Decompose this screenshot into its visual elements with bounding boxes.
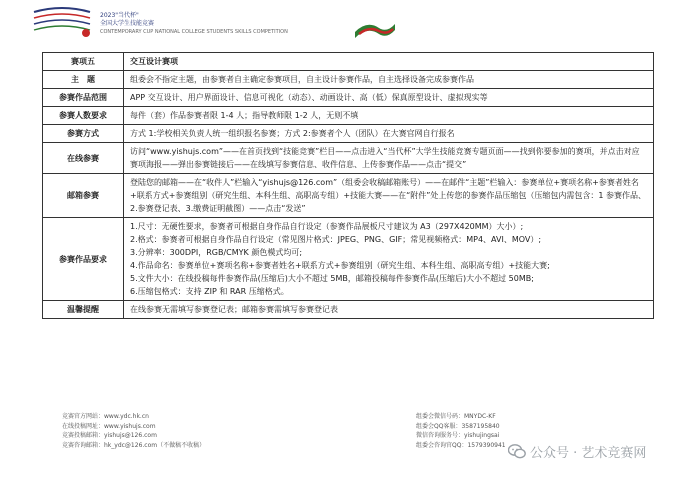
table-row [43, 174, 654, 218]
row-label: 赛项五 [43, 53, 124, 71]
value-line: 交互设计赛项 [130, 57, 178, 66]
footer-line: 竞赛官方网站：www.ydc.hk.cn [62, 413, 149, 420]
value-line: 方式 1:学校相关负责人统一组织报名参赛；方式 2:参赛者个人（团队）在大赛官网自行报名 [130, 129, 455, 138]
footer-contacts-left [62, 412, 205, 450]
row-value [124, 71, 654, 89]
table-row [43, 143, 654, 174]
row-value [124, 218, 654, 301]
logo-english: CONTEMPORARY CUP NATIONAL COLLEGE STUDENTS SKILLS COMPETITION [100, 29, 288, 35]
row-label: 参赛方式 [43, 125, 124, 143]
value-line: APP 交互设计、用户界面设计、信息可视化（动态）、动画设计、高（低）保真原型设计、虚拟现实等 [130, 93, 488, 102]
table-row [43, 53, 654, 71]
table-row [43, 125, 654, 143]
row-label: 在线参赛 [43, 143, 124, 174]
value-line: 3.分辨率：300DPI，RGB/CMYK 颜色模式均可; [130, 248, 303, 257]
row-label: 参赛人数要求 [43, 107, 124, 125]
footer-line: 组委会咨询官QQ：1579390941 [416, 441, 506, 449]
table-row [43, 107, 654, 125]
row-label: 参赛作品范围 [43, 89, 124, 107]
row-value [124, 89, 654, 107]
row-label: 参赛作品要求 [43, 218, 124, 301]
row-label: 邮箱参赛 [43, 174, 124, 218]
value-line: 2.格式：参赛者可根据自身作品自行设定（常见图片格式：JPEG、PNG、GIF；常见视频格式：MP4、AVI、MOV）; [130, 235, 542, 244]
row-value [124, 107, 654, 125]
competition-logo [30, 6, 288, 40]
row-label: 温馨提醒 [43, 301, 124, 319]
wechat-icon [508, 444, 526, 459]
row-label: 主 题 [43, 71, 124, 89]
row-value [124, 174, 654, 218]
footer-line: 组委会微信号码：MNYDC-KF [416, 413, 496, 420]
value-line: 组委会不指定主题，由参赛者自主确定参赛项目，自主设计参赛作品，自主选择设备完成参赛作品 [130, 75, 474, 84]
value-line: 1.尺寸：无硬性要求，参赛者可根据自身作品自行设定（参赛作品展板尺寸建议为 A3（297X420MM）大小）; [130, 222, 524, 231]
watermark-text: 公众号 · 艺术竞赛网 [530, 445, 647, 461]
row-value [124, 143, 654, 174]
footer-line: 竞赛咨询邮箱：hk_ydc@126.com（不做稿不收稿） [62, 441, 206, 449]
footer-line: 竞赛投稿邮箱：yishujs@126.com [62, 432, 157, 439]
footer-line: 微信咨询服务号：yishujingsai [416, 432, 500, 439]
table-row [43, 71, 654, 89]
table-row [43, 218, 654, 301]
footer-line: 组委会QQ客服：3587195840 [416, 422, 500, 430]
value-line: 在线参赛无需填写参赛登记表；邮箱参赛需填写参赛登记表 [130, 305, 338, 314]
value-line: 4.作品命名：参赛单位+赛项名称+参赛者姓名+联系方式+参赛组别（研究生组、本科生组、高职高专组）+技能大赛; [130, 261, 550, 270]
row-value [124, 53, 654, 71]
logo-subtitle: 全国大学生技能竞赛 [100, 20, 155, 27]
value-line: 登陆您的邮箱——在“收件人”栏输入“yishujs@126.com”（组委会收稿邮箱账号）——在邮件“主题”栏输入：参赛单位+赛项名称+参赛者姓名+联系方式+参赛组别（研究生组、本科生组、高职高专组）+技能大赛——在“附件”处上传您的参赛作品压缩包（压缩包内需包含：1 参赛作品、2.参赛登记表、3.缴费证明截图）——点击“发送” [130, 178, 647, 213]
table-row [43, 89, 654, 107]
logo-title: 2023"当代杯" [100, 12, 139, 19]
ribbon-emblem-icon [353, 18, 397, 40]
info-table [42, 52, 654, 319]
footer-contacts-right [416, 412, 506, 450]
value-line: 访问“www.yishujs.com”——在首页找到“技能竞赛”栏目——点击进入“当代杯”大学生技能竞赛专题页面——找到你要参加的赛项，并点击对应赛项海报——弹出参赛链接后——在线填写参赛信息、收件信息、上传参赛作品——点击“提交” [130, 147, 640, 169]
value-line: 6.压缩包格式：支持 ZIP 和 RAR 压缩格式。 [130, 287, 289, 296]
footer-line: 在线投稿网址：www.yishujs.com [62, 422, 156, 430]
value-line: 每件（套）作品参赛者限 1-4 人；指导教师限 1-2 人，无则不填 [130, 111, 359, 120]
row-value [124, 125, 654, 143]
wechat-watermark [508, 440, 646, 462]
value-line: 5.文件大小：在线投稿每件参赛作品(压缩后)大小不超过 5MB，邮箱投稿每件参赛作品(压缩后)大小不超过 50MB; [130, 274, 534, 283]
table-row [43, 301, 654, 319]
row-value [124, 301, 654, 319]
logo-emblem-icon [30, 6, 94, 40]
